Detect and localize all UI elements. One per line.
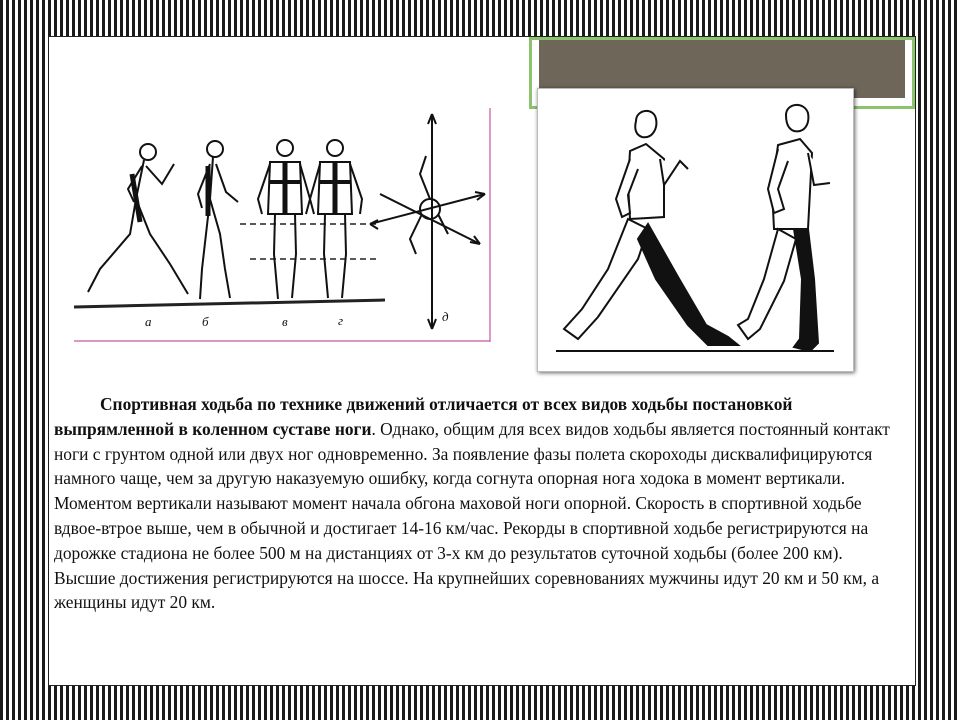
- walker-b: [198, 141, 238, 299]
- body-paragraph: [54, 392, 904, 615]
- label-a: а: [145, 314, 152, 329]
- walker-a: [88, 144, 188, 294]
- walker-right: [738, 105, 830, 351]
- walker-left: [564, 111, 738, 345]
- walker-d: [370, 114, 485, 329]
- walking-phases-figure: [70, 104, 495, 346]
- label-d: д: [442, 309, 449, 324]
- walking-phases-drawing: [70, 104, 495, 346]
- label-v: в: [282, 314, 288, 329]
- label-b: б: [202, 314, 209, 329]
- paragraph-bold-lead: Спортивная ходьба по технике движений отличается от всех видов ходьбы постановкой выпрямленной в коленном суставе ноги: [54, 394, 793, 439]
- walker-g: [310, 140, 362, 298]
- paragraph-body: . Однако, общим для всех видов ходьбы является постоянный контакт ноги с грунтом одной или двух ног одновременно. За появление фазы полета скороходы дисквалифицируются намного чаще, чем за другую наказуемую ошибку, когда согнута опорная нога ходока в момент вертикали. Моментом вертикали называют момент начала обгона маховой ноги опорной. Скорость в спортивной ходьбе вдвое-втрое выше, чем в обычной и достигает 14-16 км/час. Рекорды в спортивной ходьбе регистрируются на дорожке стадиона не более 500 м на дистанциях от 3-х км до результатов суточной ходьбы (более 200 км). Высшие достижения регистрируются на шоссе. На крупнейших соревнованиях мужчины идут 20 км и 50 км, а женщины идут 20 км.: [54, 418, 890, 613]
- label-g: г: [338, 313, 344, 328]
- walker-v: [258, 140, 310, 299]
- straight-leg-drawing: [538, 89, 853, 371]
- straight-leg-figure: [537, 88, 854, 372]
